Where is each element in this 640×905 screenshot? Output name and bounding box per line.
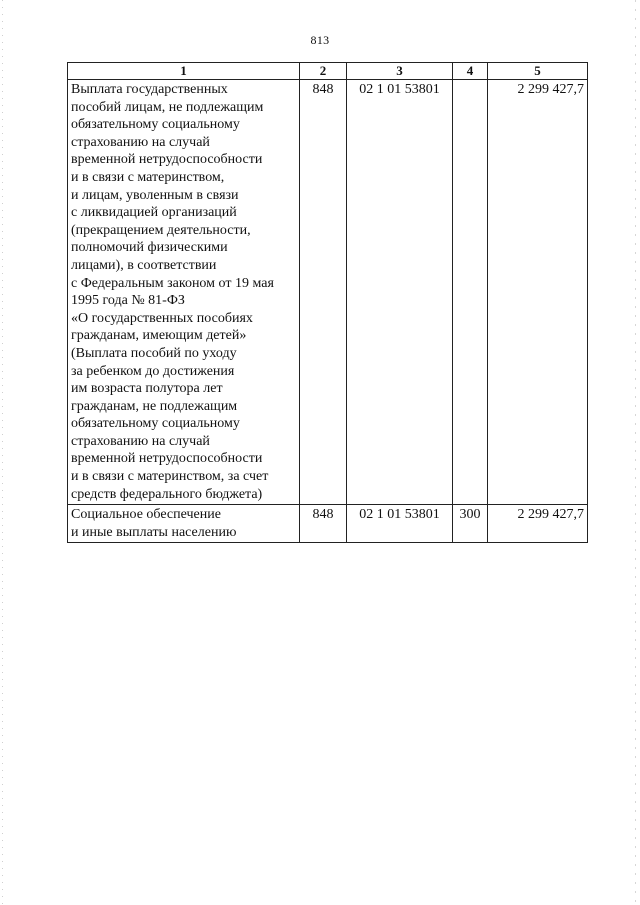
table-row xyxy=(68,505,588,543)
column-header-3: 3 xyxy=(347,63,453,80)
column-header-4: 4 xyxy=(453,63,488,80)
name-line: «О государственных пособиях xyxy=(71,310,253,326)
name-line: средств федерального бюджета) xyxy=(71,486,263,502)
row-name-cell xyxy=(68,505,300,543)
chapter-code-cell: 848 xyxy=(300,80,347,505)
name-line: гражданам, имеющим детей» xyxy=(71,328,247,344)
table-row xyxy=(68,80,588,505)
name-line: обязательному социальному xyxy=(71,117,240,133)
name-line: лицами), в соответствии xyxy=(71,257,217,273)
name-line: с ликвидацией организаций xyxy=(71,205,237,221)
table-body xyxy=(68,80,588,543)
name-line: временной нетрудоспособности xyxy=(71,451,263,467)
name-line: страхованию на случай xyxy=(71,134,210,150)
scan-edge-left xyxy=(2,0,3,905)
name-line: временной нетрудоспособности xyxy=(71,152,263,168)
name-line: и лицам, уволенным в связи xyxy=(71,187,239,203)
name-line: за ребенком до достижения xyxy=(71,363,235,379)
amount-cell: 2 299 427,7 xyxy=(488,505,588,543)
name-line: (прекращением деятельности, xyxy=(71,222,251,238)
name-line: им возраста полутора лет xyxy=(71,381,223,397)
page-number: 813 xyxy=(310,33,330,47)
amount-cell: 2 299 427,7 xyxy=(488,80,588,505)
name-line: (Выплата пособий по уходу xyxy=(71,345,237,361)
target-article-cell: 02 1 01 53801 xyxy=(347,505,453,543)
chapter-code-cell: 848 xyxy=(300,505,347,543)
name-line: и в связи с материнством, xyxy=(71,169,225,185)
name-line: страхованию на случай xyxy=(71,433,210,449)
name-line: и иные выплаты населению xyxy=(71,524,237,540)
budget-table xyxy=(67,62,588,543)
column-header-5: 5 xyxy=(488,63,588,80)
expense-type-cell xyxy=(453,80,488,505)
column-header-1: 1 xyxy=(68,63,300,80)
table-header-row xyxy=(68,63,588,80)
row-name-cell xyxy=(68,80,300,505)
name-line: 1995 года № 81-ФЗ xyxy=(71,293,185,309)
name-line: Социальное обеспечение xyxy=(71,507,221,523)
scan-edge-right xyxy=(635,0,636,905)
name-line: с Федеральным законом от 19 мая xyxy=(71,275,274,291)
target-article-cell: 02 1 01 53801 xyxy=(347,80,453,505)
name-line: полномочий физическими xyxy=(71,240,228,256)
expense-type-cell: 300 xyxy=(453,505,488,543)
name-line: обязательному социальному xyxy=(71,416,240,432)
name-line: Выплата государственных xyxy=(71,82,228,97)
name-line: гражданам, не подлежащим xyxy=(71,398,238,414)
name-line: и в связи с материнством, за счет xyxy=(71,469,269,485)
name-line: пособий лицам, не подлежащим xyxy=(71,99,264,115)
column-header-2: 2 xyxy=(300,63,347,80)
